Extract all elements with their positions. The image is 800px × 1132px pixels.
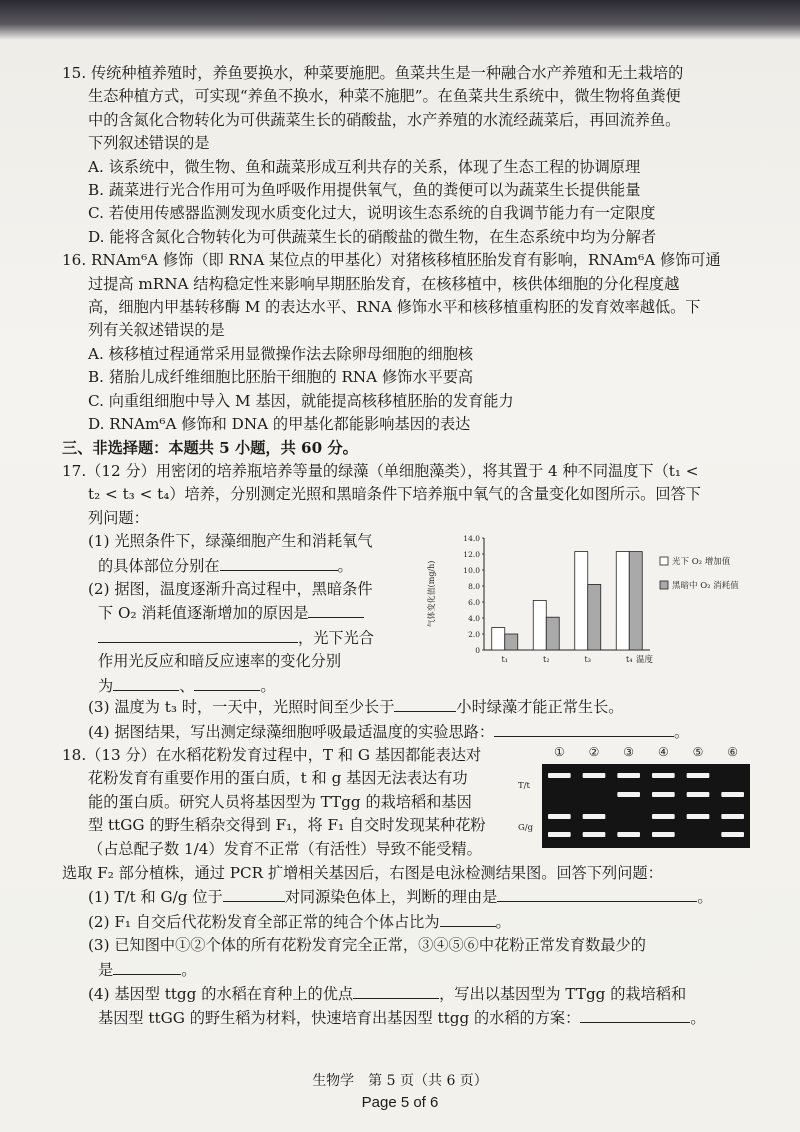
gel-band [583, 814, 606, 819]
q18-sub4: (4) 基因型 ttgg 的水稻在育种上的优点 ，写出以基因型为 TTgg 的栽培稻和 [62, 982, 752, 1006]
q17-sub1: (1) 光照条件下，绿藻细胞产生和消耗氧气 [88, 532, 373, 551]
bar [629, 552, 642, 650]
answer-blank[interactable] [223, 885, 285, 902]
photo-shadow [0, 0, 800, 40]
y-tick-label: 14.0 [463, 534, 480, 544]
legend-swatch [660, 557, 668, 565]
answer-blank[interactable] [308, 601, 364, 618]
q17-sub4: (4) 据图结果，写出测定绿藻细胞呼吸最适温度的实验思路： 。 [62, 720, 752, 744]
gel-band [721, 814, 744, 819]
gel-band [652, 832, 675, 837]
q16-line: 过提高 mRNA 结构稳定性来影响早期胚胎发育，在核移植中，核供体细胞的分化程度越 [88, 274, 680, 293]
q15-line: 15. 传统种植养殖时，养鱼要换水，种菜要施肥。鱼菜共生是一种融合水产养殖和无土栽培的 [62, 64, 684, 82]
row-label: G/g [518, 822, 534, 833]
lane-label: ⑥ [727, 744, 739, 759]
q18-sub3: (3) 已知图中①②个体的所有花粉发育完全正常，③④⑤⑥中花粉正常发育数最少的 [88, 936, 646, 955]
answer-blank[interactable] [194, 674, 260, 691]
answer-blank[interactable] [580, 1006, 690, 1023]
q18-gel-block [62, 744, 752, 862]
gel-band [548, 832, 571, 837]
q18-line: 花粉发育有重要作用的蛋白质，t 和 g 基因无法表达有功 [88, 769, 468, 788]
gel-band [548, 773, 571, 778]
gel-band [721, 832, 744, 837]
gel-band [617, 773, 640, 778]
q18-line: 能的蛋白质。研究人员将基因型为 TTgg 的栽培稻和基因 [88, 792, 472, 811]
q15-line: 下列叙述错误的是 [88, 134, 210, 153]
question-16 [62, 249, 752, 436]
q18-sub2: (2) F₁ 自交后代花粉发育全部正常的纯合个体占比为 。 [62, 910, 752, 934]
q18-line: 型 ttGG 的野生稻杂交得到 F₁，将 F₁ 自交时发现某种花粉 [88, 816, 486, 835]
page-content [62, 62, 752, 1031]
q16-option-c: C. 向重组细胞中导入 M 基因，就能提高核移植胚胎的发育能力 [88, 391, 514, 410]
q18-sub3-cont: 是 。 [62, 958, 752, 982]
gel-band [652, 792, 675, 797]
page-number: Page 5 of 6 [361, 1094, 439, 1111]
x-tick-label: t₃ [584, 655, 591, 665]
bar [588, 585, 601, 651]
bar [575, 552, 588, 650]
q16-option-a: A. 核移植过程通常采用显微操作法去除卵母细胞的细胞核 [88, 344, 474, 363]
gel-band [583, 773, 606, 778]
q18-line: 18.（13 分）在水稻花粉发育过程中，T 和 G 基因都能表达对 [62, 745, 482, 764]
answer-blank[interactable] [113, 674, 179, 691]
q17-sub2-cont: ，光下光合 [62, 626, 752, 650]
question-18 [62, 744, 752, 1031]
gel-band [617, 832, 640, 837]
answer-blank[interactable] [440, 910, 496, 927]
section-heading: 三、非选择题：本题共 5 小题，共 60 分。 [62, 438, 358, 457]
answer-blank[interactable] [494, 720, 674, 737]
gel-svg [516, 744, 752, 850]
legend-label: 光下 O₂ 增加值 [672, 557, 731, 568]
q15-line: 生态种植方式，可实现“养鱼不换水，种菜不施肥”。在鱼菜共生系统中，微生物将鱼粪便 [88, 87, 681, 106]
gel-band [583, 832, 606, 837]
lane-label: ③ [623, 744, 635, 759]
lane-label: ① [553, 744, 565, 759]
gel-band [687, 814, 710, 819]
answer-blank[interactable] [353, 982, 439, 999]
q18-line: （占总配子数 1/4）发育不正常（有活性）导致不能受精。 [88, 839, 482, 858]
q17-sub2-cont: 为 、 。 [62, 674, 752, 698]
y-axis-label: 气体变化值(mg/h) [427, 560, 436, 628]
q16-line: 16. RNAm⁶A 修饰（即 RNA 某位点的甲基化）对猪核移植胚胎发育有影响，RNAm⁶A 修饰可通 [62, 251, 721, 270]
gel-band [652, 814, 675, 819]
q16-line: 高，细胞内甲基转移酶 M 的表达水平、RNA 修饰水平和核移植重构胚的发育效率越低。下 [88, 298, 701, 317]
legend-label: 黑暗中 O₂ 消耗值 [672, 581, 739, 592]
gel-body [542, 764, 750, 848]
q17-line: 17.（12 分）用密闭的培养瓶培养等量的绿藻（单细胞藻类），将其置于 4 种不同温度下（t₁ < [62, 461, 699, 480]
y-tick-label: 10.0 [463, 566, 480, 576]
q15-option-b: B. 蔬菜进行光合作用可为鱼呼吸作用提供氧气，鱼的粪便可以为蔬菜生长提供能量 [88, 181, 641, 200]
lane-label: ④ [657, 744, 669, 759]
x-axis-label: 温度 [636, 655, 654, 666]
gel-band [617, 792, 640, 797]
electrophoresis-gel [516, 744, 752, 850]
q17-sub1-cont: 的具体部位分别在 。 [62, 554, 752, 578]
x-tick-label: t₂ [543, 655, 550, 665]
y-tick-label: 0 [475, 646, 480, 656]
bar [505, 634, 518, 650]
answer-blank[interactable] [497, 885, 697, 902]
x-tick-label: t₄ [626, 655, 633, 665]
answer-blank[interactable] [220, 554, 338, 571]
q16-line: 列有关叙述错误的是 [88, 321, 225, 340]
y-tick-label: 6.0 [468, 598, 480, 608]
x-tick-label: t₁ [501, 655, 508, 665]
y-tick-label: 8.0 [468, 582, 480, 592]
oxygen-bar-chart [422, 530, 752, 690]
lane-label: ⑤ [692, 744, 704, 759]
gel-band [652, 773, 675, 778]
y-tick-label: 12.0 [463, 550, 480, 560]
q18-sub4-cont: 基因型 ttGG 的野生稻为材料，快速培育出基因型 ttgg 的水稻的方案： 。 [62, 1006, 752, 1030]
bar [533, 601, 546, 651]
y-tick-label: 4.0 [468, 614, 480, 624]
q17-sub3: (3) 温度为 t₃ 时，一天中，光照时间至少长于 小时绿藻才能正常生长。 [62, 695, 752, 719]
gel-band [687, 773, 710, 778]
legend-swatch [660, 581, 668, 589]
q17-sub2: (2) 据图，温度逐渐升高过程中，黑暗条件 [88, 579, 373, 598]
q15-option-d: D. 能将含氮化合物转化为可供蔬菜生长的硝酸盐的微生物，在生态系统中均为分解者 [88, 227, 657, 246]
gel-band [721, 792, 744, 797]
lane-label: ② [588, 744, 600, 759]
q17-line: 列问题： [88, 508, 149, 527]
gel-band [548, 814, 571, 819]
answer-blank[interactable] [98, 626, 298, 643]
q15-option-c: C. 若使用传感器监测发现水质变化过大，说明该生态系统的自我调节能力有一定限度 [88, 204, 656, 223]
q17-sub2-cont: 下 O₂ 消耗值逐渐增加的原因是 [62, 601, 752, 625]
bar [616, 552, 629, 650]
chart-svg [422, 530, 752, 690]
row-label: T/t [518, 780, 530, 791]
q15-line: 中的含氮化合物转化为可供蔬菜生长的硝酸盐，水产养殖的水流经蔬菜后，再回流养鱼。 [88, 110, 681, 129]
q18-line: 选取 F₂ 部分植株，通过 PCR 扩增相关基因后，右图是电泳检测结果图。回答下列问题： [62, 863, 663, 882]
bar [546, 617, 559, 650]
q17-line: t₂ < t₃ < t₄）培养，分别测定光照和黑暗条件下培养瓶中氧气的含量变化如图所示。回答下 [88, 485, 701, 504]
q18-sub1: (1) T/t 和 G/g 位于 对同源染色体上，判断的理由是 。 [62, 885, 752, 909]
gel-band [687, 792, 710, 797]
y-tick-label: 2.0 [468, 630, 480, 640]
question-17 [62, 460, 752, 744]
q15-option-a: A. 该系统中，微生物、鱼和蔬菜形成互利共存的关系，体现了生态工程的协调原理 [88, 157, 641, 176]
q17-chart-block [62, 530, 752, 695]
answer-blank[interactable] [113, 958, 181, 975]
q16-option-b: B. 猪胎儿成纤维细胞比胚胎干细胞的 RNA 修饰水平要高 [88, 368, 474, 387]
q16-option-d: D. RNAm⁶A 修饰和 DNA 的甲基化都能影响基因的表达 [88, 415, 471, 434]
bar [492, 628, 505, 650]
footer-subject: 生物学 第 5 页（共 6 页） [312, 1073, 488, 1089]
question-15 [62, 62, 752, 249]
q17-sub2-cont: 作用光反应和暗反应速率的变化分别 [98, 652, 341, 671]
